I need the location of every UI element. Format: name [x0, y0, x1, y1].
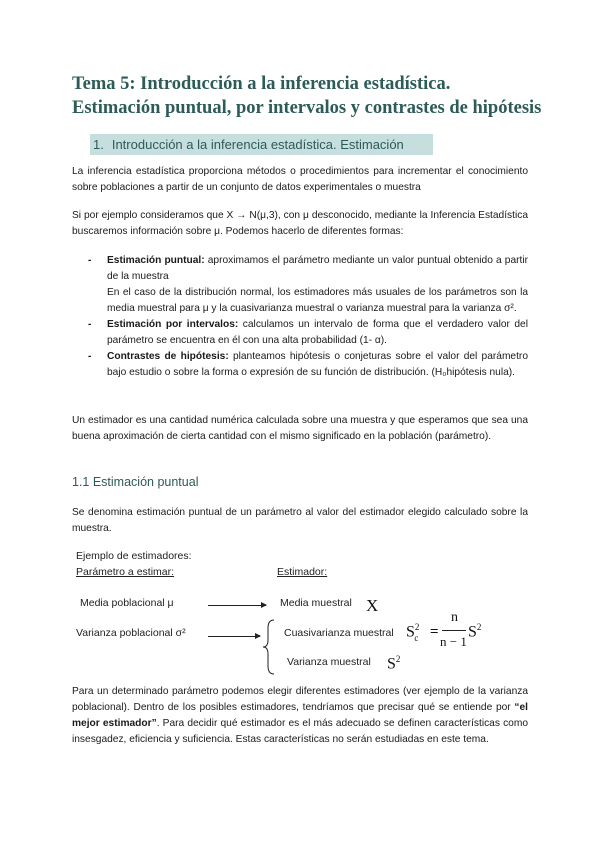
fraction-bar: [442, 630, 466, 631]
fraction-denominator: n − 1: [440, 634, 467, 649]
arrow-icon: [208, 605, 266, 606]
figure-heading: Ejemplo de estimadores:: [76, 550, 192, 562]
variance-symbol: $S^2$: [387, 654, 401, 673]
paragraph-intro: La inferencia estadística proporciona métodos o procedimientos para incrementar el conocimiento sobre poblaciones a partir de un conjunto de datos experimentales o muestra: [72, 166, 528, 193]
list-item: [88, 317, 528, 349]
paragraph-estimator: Un estimador es una cantidad numérica calculada sobre una muestra y que esperamos que sea una buena aproximación de cierta cantidad con el mismo significado en la población (parámetro).: [72, 415, 528, 442]
list-item-extra: En el caso de la distribución normal, los estimadores más usuales de los parámetros son la media muestral para μ y la cuasivarianza muestral o varianza muestral para la varianza σ².: [107, 287, 528, 314]
column-header-estimator: Estimador:: [277, 566, 328, 578]
section-heading: [90, 134, 433, 155]
list-item-text: calculamos un intervalo de forma que el verdadero valor del parámetro se encuentra en él con una alta probabilidad (1- α).: [107, 319, 528, 346]
arrow-icon: [208, 636, 260, 637]
list-item: [88, 349, 528, 381]
row-variance-parameter: Varianza poblacional σ²: [76, 627, 186, 639]
emphasis-best-estimator: “el mejor estimador”: [72, 702, 528, 729]
row-variance-estimator: Varianza muestral: [287, 656, 371, 668]
subsection-heading: 1.1 Estimación puntual: [72, 475, 199, 489]
page-title: Tema 5: Introducción a la inferencia estadística. Estimación puntual, por intervalos y contrastes de hipótesis: [72, 74, 542, 118]
list-item-text: planteamos hipótesis o conjeturas sobre el valor del parámetro bajo estudio o sobre la forma o expresión de su función de distribución. (H₀hipótesis nula).: [107, 351, 528, 378]
paragraph-example: Si por ejemplo consideramos que X → N(μ,3), con μ desconocido, mediante la Inferencia Estadística buscaremos información sobre μ. Podemos hacerlo de diferentes formas:: [72, 210, 528, 237]
column-header-parameter: Parámetro a estimar:: [76, 566, 175, 578]
row-quasivariance-estimator: Cuasivarianza muestral: [284, 627, 394, 639]
list-item: [88, 253, 528, 317]
list-item-term: Contrastes de hipótesis:: [107, 351, 229, 362]
quasivariance-symbol: $S^2_c$: [406, 622, 420, 643]
equals-sign: =: [430, 624, 439, 640]
sample-mean-symbol: X: [366, 596, 379, 615]
methods-list: [88, 253, 528, 381]
list-item-term: Estimación por intervalos:: [107, 319, 239, 330]
row-mean-estimator: Media muestral: [280, 597, 352, 609]
paragraph-point-estimation: Se denomina estimación puntual de un parámetro al valor del estimador elegido calculado sobre la muestra.: [72, 507, 528, 534]
list-item-text: aproximamos el parámetro mediante un valor puntual obtenido a partir de la muestra: [107, 255, 528, 282]
paragraph-best-estimator: Para un determinado parámetro podemos elegir diferentes estimadores (ver ejemplo de la varianza poblacional). Dentro de los posibles estimadores, tendríamos que precisar qué se entiende por “el mejor estimador”. Para decidir qué estimador es el más adecuado se definen características como insesgadez, eficiencia y suficiencia. Estas características no serán estudiadas en este tema.: [72, 686, 529, 745]
row-mean-parameter: Media poblacional μ: [80, 597, 174, 609]
list-item-term: Estimación puntual:: [107, 255, 205, 266]
section-title: Introducción a la inferencia estadística. Estimación: [111, 137, 404, 152]
sample-variance-symbol: $S^2$: [468, 622, 482, 641]
section-number: 1.: [93, 137, 104, 152]
brace-icon: [262, 618, 278, 676]
fraction-numerator: n: [451, 610, 458, 625]
